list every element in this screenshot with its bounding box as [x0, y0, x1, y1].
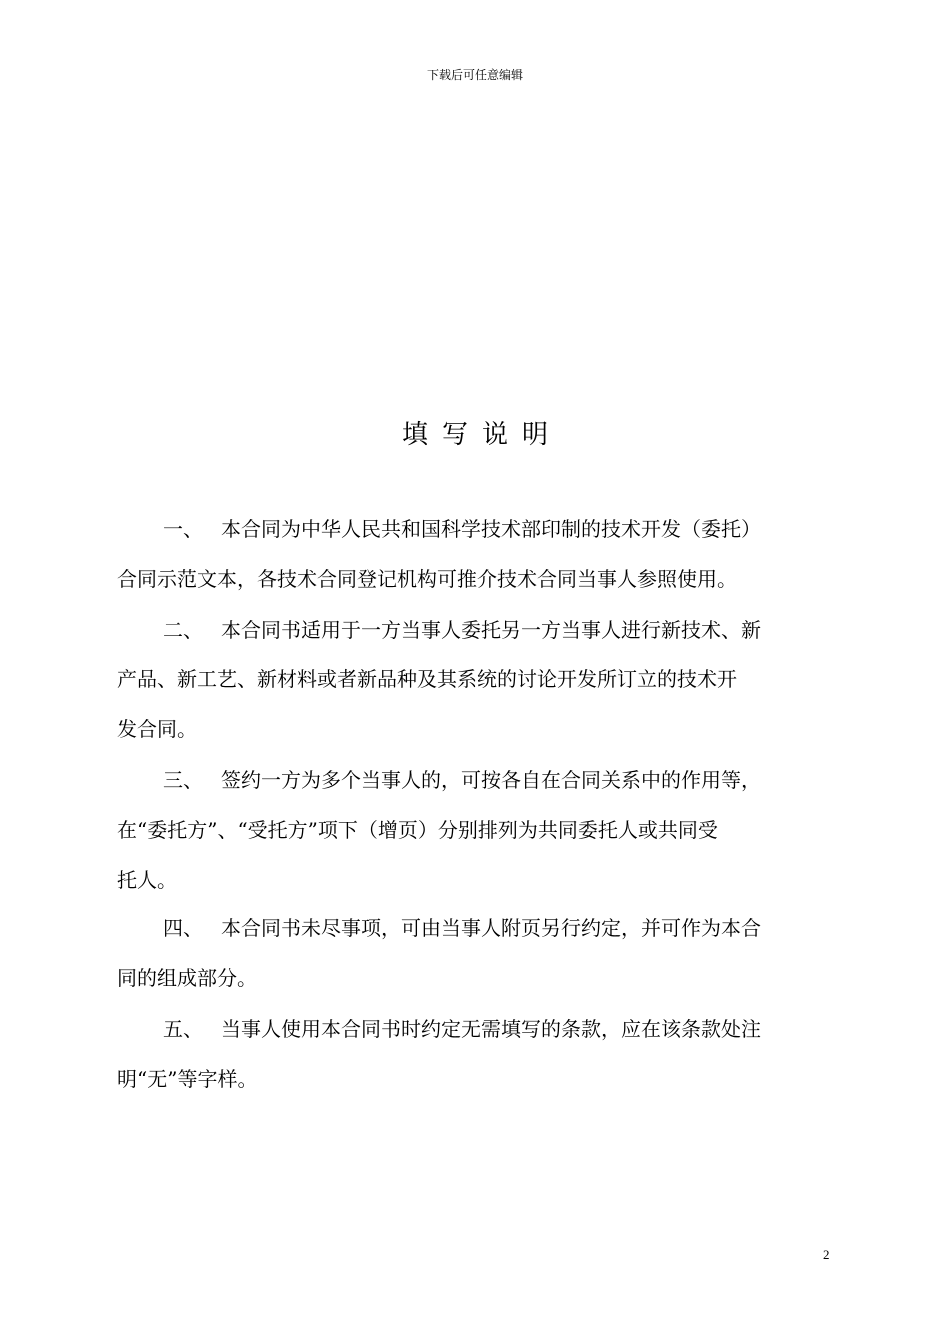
- item-1-line-2: 合同示范文本，各技术合同登记机构可推介技术合同当事人参照使用。: [117, 567, 737, 591]
- item-5-first-line: [163, 1017, 761, 1041]
- item-2-line-3: 发合同。: [117, 717, 197, 741]
- item-number: 四、: [163, 916, 203, 940]
- page-number: 2: [823, 1247, 830, 1262]
- item-3-line-2: 在“委托方”、“受托方”项下（增页）分别排列为共同委托人或共同受: [117, 818, 718, 842]
- item-text: 本合同书未尽事项，可由当事人附页另行约定，并可作为本合: [221, 916, 761, 940]
- page-title: 填写说明: [401, 420, 562, 450]
- item-text: 本合同为中华人民共和国科学技术部印制的技术开发（委托）: [221, 517, 761, 541]
- item-3-first-line: [163, 768, 761, 792]
- item-text: 当事人使用本合同书时约定无需填写的条款，应在该条款处注: [221, 1017, 761, 1041]
- item-number: 二、: [163, 618, 203, 642]
- item-5-line-2: 明“无”等字样。: [117, 1067, 258, 1091]
- item-number: 五、: [163, 1017, 203, 1041]
- item-text: 本合同书适用于一方当事人委托另一方当事人进行新技术、新: [221, 618, 761, 642]
- item-text: 签约一方为多个当事人的，可按各自在合同关系中的作用等，: [221, 768, 761, 792]
- item-4-first-line: [163, 916, 761, 940]
- item-2-first-line: [163, 618, 761, 642]
- item-1-first-line: [163, 517, 761, 541]
- item-number: 一、: [163, 517, 203, 541]
- item-number: 三、: [163, 768, 203, 792]
- header-note: 下载后可任意编辑: [426, 68, 523, 82]
- item-4-line-2: 同的组成部分。: [117, 966, 257, 990]
- item-2-line-2: 产品、新工艺、新材料或者新品种及其系统的讨论开发所订立的技术开: [117, 667, 737, 691]
- item-3-line-3: 托人。: [117, 868, 177, 892]
